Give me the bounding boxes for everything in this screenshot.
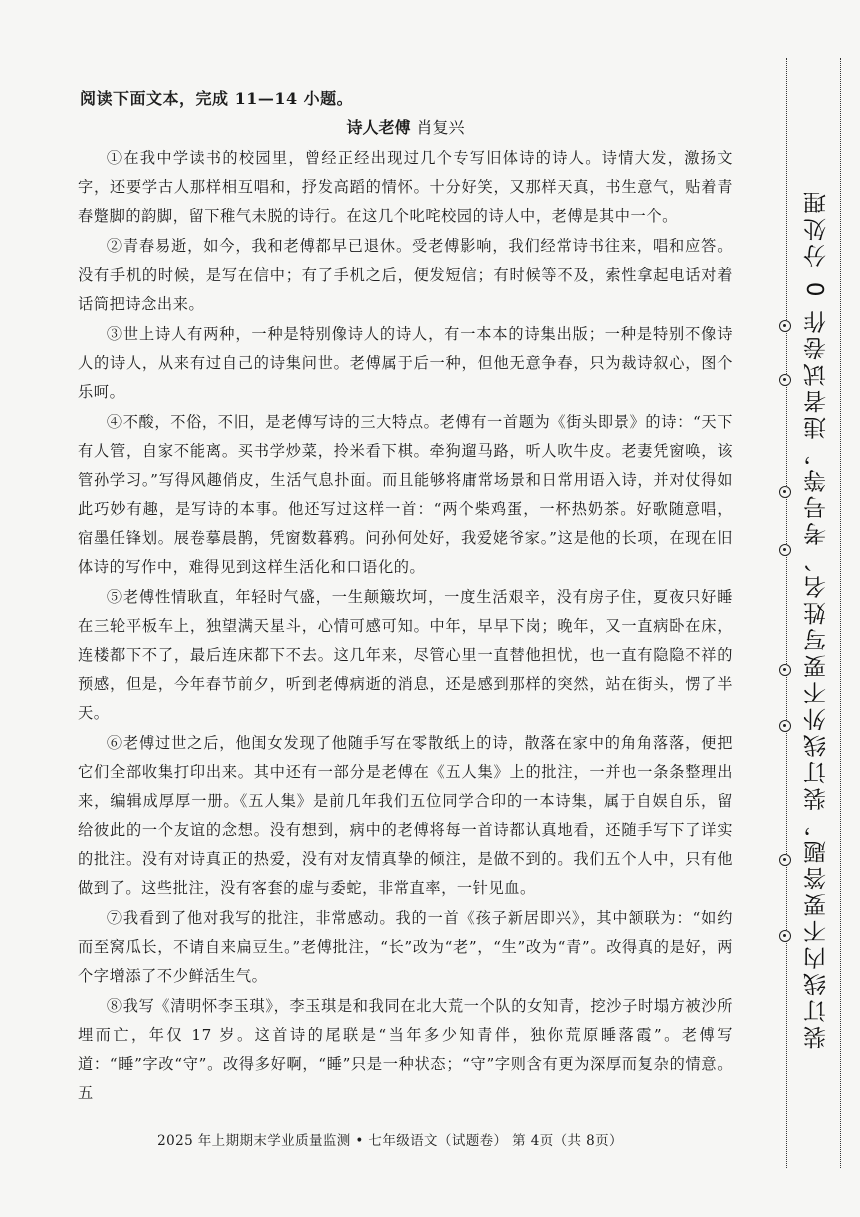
article-title: 诗人老傅 xyxy=(346,118,411,137)
binding-line-inner xyxy=(786,58,787,1168)
binding-ring-icon xyxy=(779,486,791,498)
section-instruction: 阅读下面文本，完成 11—14 小题。 xyxy=(80,89,354,108)
binding-ring-icon xyxy=(779,374,791,386)
paragraph-7: ⑦我看到了他对我写的批注，非常感动。我的一首《孩子新居即兴》，其中颔联为：“如约而至窝瓜长，不请自来扁豆生。”老傅批注，“长”改为“老”，“生”改为“青”。改得真的是好，两个字增添了不少鲜活生气。 xyxy=(78,909,733,985)
article-author: 肖复兴 xyxy=(416,118,465,137)
reading-section xyxy=(78,86,733,1109)
binding-margin xyxy=(742,58,852,1168)
paragraph-6: ⑥老傅过世之后，他闺女发现了他随手写在零散纸上的诗，散落在家中的角角落落，便把它们全部收集打印出来。其中还有一部分是老傅在《五人集》上的批注，一并也一条条整理出来，编辑成厚厚一册。《五人集》是前几年我们五位同学合印的一本诗集，属于自娱自乐，留给彼此的一个友谊的念想。没有想到，病中的老傅将每一首诗都认真地看，还随手写下了详实的批注。没有对诗真正的热爱，没有对友情真挚的倾注，是做不到的。我们五个人中，只有他做到了。这些批注，没有客套的虚与委蛇，非常直率，一针见血。 xyxy=(78,734,733,897)
page-footer: 2025 年上期期末学业质量监测 • 七年级语文（试题卷） 第 4页（共 8页） xyxy=(157,1133,623,1149)
paragraph-2: ②青春易逝，如今，我和老傅都早已退休。受老傅影响，我们经常诗书往来，唱和应答。没有手机的时候，是写在信中；有了手机之后，便发短信；有时候等不及，索性拿起电话对着话筒把诗念出来。 xyxy=(78,237,733,313)
binding-line-outer xyxy=(840,58,841,1168)
binding-ring-icon xyxy=(779,720,791,732)
paragraph-3: ③世上诗人有两种，一种是特别像诗人的诗人，有一本本的诗集出版；一种是特别不像诗人的诗人，从来有过自己的诗集问世。老傅属于后一种，但他无意争春，只为裁诗叙心，图个乐呵。 xyxy=(78,325,733,401)
binding-warning-text: 装订线内不要答题，装订线外不要写姓名、考号等，违者试卷作 0 分处理 xyxy=(804,188,830,1050)
paragraph-1: ①在我中学读书的校园里，曾经正经出现过几个专写旧体诗的诗人。诗情大发，激扬文字，还要学古人那样相互唱和，抒发高蹈的情怀。十分好笑，又那样天真，书生意气，贴着青春蹩脚的韵脚，留下稚气未脱的诗行。在这几个叱咤校园的诗人中，老傅是其中一个。 xyxy=(78,149,733,225)
binding-ring-icon xyxy=(779,664,791,676)
binding-ring-icon xyxy=(779,854,791,866)
paragraph-4: ④不酸，不俗，不旧，是老傅写诗的三大特点。老傅有一首题为《街头即景》的诗：“天下有人管，自家不能离。买书学炒菜，拎米看下棋。牵狗遛马路，听人吹牛皮。老妻凭窗唤，该管孙学习。”写得风趣俏皮，生活气息扑面。而且能够将庸常场景和日常用语入诗，并对仗得如此巧妙有趣，是写诗的本事。他还写过这样一首：“两个柴鸡蛋，一杯热奶茶。好歌随意唱，宿墨任锋划。展卷摹晨鹊，凭窗数暮鸦。问孙何处好，我爱姥爷家。”这是他的长项，在现在旧体诗的写作中，难得见到这样生活化和口语化的。 xyxy=(78,413,733,576)
article-heading xyxy=(78,115,733,138)
paragraph-5: ⑤老傅性情耿直，年轻时气盛，一生颠簸坎坷，一度生活艰辛，没有房子住，夏夜只好睡在三轮平板车上，独望满天星斗，心情可感可知。中年，早早下岗；晚年，又一直病卧在床，连楼都下不了，最后连床都下不去。这几年来，尽管心里一直替他担忧，也一直有隐隐不祥的预感，但是，今年春节前夕，听到老傅病逝的消息，还是感到那样的突然，站在街头，愣了半天。 xyxy=(78,588,733,722)
binding-ring-icon xyxy=(779,544,791,556)
paragraph-8: ⑧我写《清明怀李玉琪》，李玉琪是和我同在北大荒一个队的女知青，挖沙子时塌方被沙所埋而亡，年仅 17 岁。这首诗的尾联是“当年多少知青伴，独你荒原睡落霞”。老傅写道：“睡”字改“守”。改得多好啊，“睡”只是一种状态；“守”字则含有更为深厚而复杂的情意。五 xyxy=(78,997,733,1102)
binding-ring-icon xyxy=(779,320,791,332)
binding-ring-icon xyxy=(779,930,791,942)
